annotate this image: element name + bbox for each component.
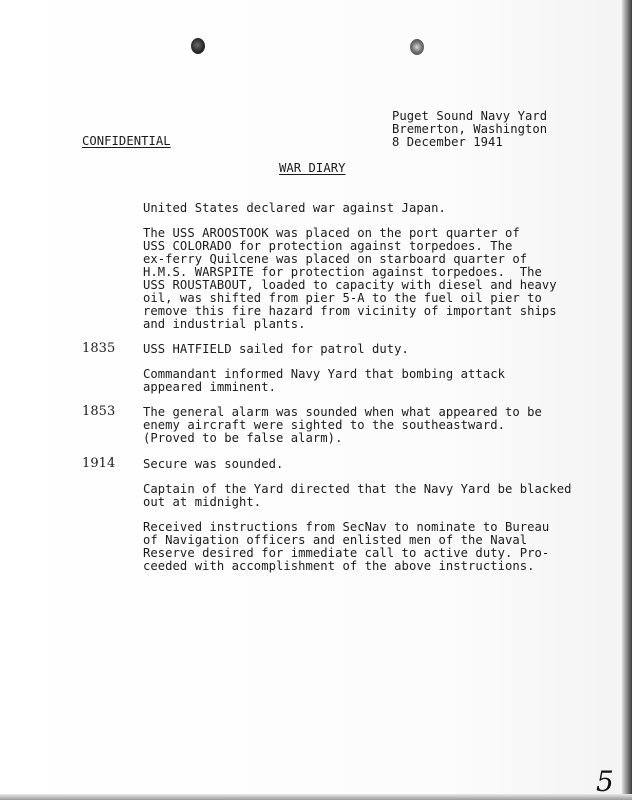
page-number: 5 <box>596 765 614 798</box>
classification-label: CONFIDENTIAL <box>82 134 171 148</box>
page-bottom-shadow <box>0 794 632 800</box>
entry-line: ex-ferry Quilcene was placed on starboard quarter of <box>143 252 528 266</box>
entry-line: enemy aircraft were sighted to the southeastward. <box>143 418 505 432</box>
punch-hole-right <box>410 39 424 55</box>
entry-line: The USS AROOSTOOK was placed on the port quarter of <box>143 226 520 240</box>
entry-line: ceeded with accomplishment of the above instructions. <box>143 559 535 573</box>
entry-line: USS COLORADO for protection against torpedoes. The <box>143 239 513 253</box>
entry-line: USS ROUSTABOUT, loaded to capacity with diesel and heavy <box>143 278 557 292</box>
entry-time: 1914 <box>82 456 116 471</box>
entry-line: oil, was shifted from pier 5-A to the fuel oil pier to <box>143 291 542 305</box>
entry-time: 1835 <box>82 341 116 356</box>
entry-line: out at midnight. <box>143 495 262 509</box>
entry-line: of Navigation officers and enlisted men of the Naval <box>143 533 528 547</box>
entry-line: Received instructions from SecNav to nominate to Bureau <box>143 520 550 534</box>
date-line: 8 December 1941 <box>392 135 503 149</box>
entry-line: remove this fire hazard from vicinity of important ships <box>143 304 557 318</box>
entry-line: Commandant informed Navy Yard that bombing attack <box>143 367 505 381</box>
page-edge-shadow <box>622 0 632 800</box>
punch-hole-left <box>191 38 205 54</box>
location-line-2: Bremerton, Washington <box>392 122 548 136</box>
entry-time: 1853 <box>82 404 116 419</box>
document-title: WAR DIARY <box>279 161 346 175</box>
entry-line: USS HATFIELD sailed for patrol duty. <box>143 342 409 356</box>
location-line-1: Puget Sound Navy Yard <box>392 109 548 123</box>
entry-line: United States declared war against Japan. <box>143 201 446 215</box>
entry-line: H.M.S. WARSPITE for protection against torpedoes. The <box>143 265 542 279</box>
entry-line: Reserve desired for immediate call to active duty. Pro- <box>143 546 550 560</box>
entry-line: (Proved to be false alarm). <box>143 431 343 445</box>
entry-line: and industrial plants. <box>143 317 306 331</box>
entry-line: appeared imminent. <box>143 380 276 394</box>
entry-line: The general alarm was sounded when what appeared to be <box>143 405 542 419</box>
entry-line: Captain of the Yard directed that the Navy Yard be blacked <box>143 482 572 496</box>
entry-line: Secure was sounded. <box>143 457 284 471</box>
